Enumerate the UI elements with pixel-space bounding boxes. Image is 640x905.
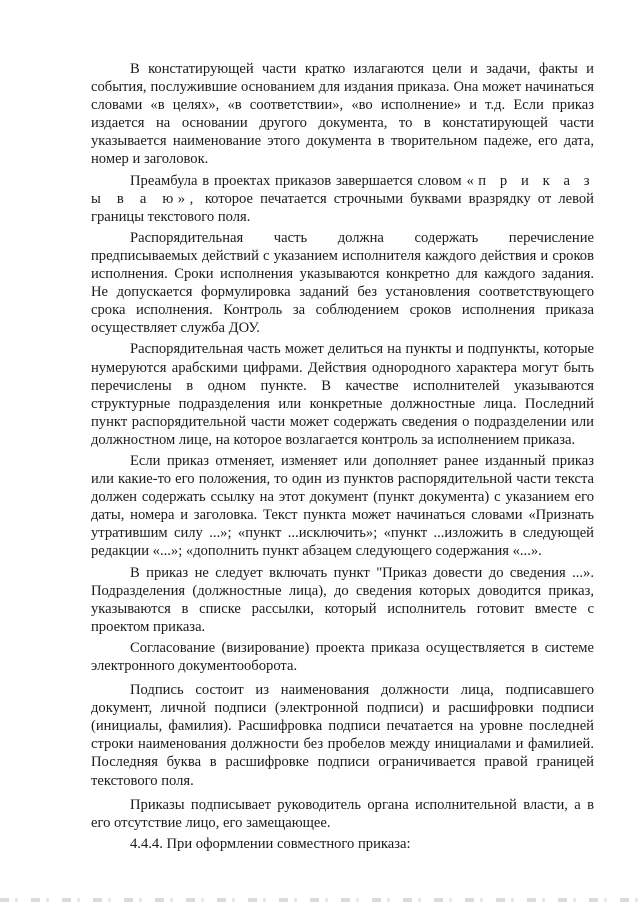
- preamble-spaced-word: «п р и к а з ы в а ю»,: [91, 172, 595, 207]
- paragraph-items: Распорядительная часть может делиться на пункты и подпункты, которые нумеруются арабскими цифрами. Действия однородного характера могут быть перечислены в одном пункте. В качестве исполнителей указываются структурные подразделения или конкретные должностные лица. Последний пункт распорядительной части может содержать сведения о подразделении или должностном лице, на которое возлагается контроль за исполнением приказа.: [91, 341, 594, 448]
- paragraph-section-4-4-4: 4.4.4. При оформлении совместного приказа:: [130, 835, 411, 852]
- paragraph-distribution: В приказ не следует включать пункт "Приказ довести до сведения ...». Подразделения (должностные лица), до сведения которых доводится приказ, указываются в списке рассылки, который исполнитель готовит вместе с проектом приказа.: [91, 564, 594, 635]
- document-text: [91, 60, 594, 853]
- paragraph-directive-part: Распорядительная часть должна содержать перечисление предписываемых действий с указанием исполнителя каждого действия и сроков исполнения. Сроки исполнения указываются конкретно для каждого задания. Не допускается формулировка заданий без установления соответствующего срока исполнения. Контроль за соблюдением сроков исполнения приказа осуществляет служба ДОУ.: [91, 229, 594, 337]
- paragraph-preamble: [91, 172, 594, 226]
- paragraph-amendments: Если приказ отменяет, изменяет или дополняет ранее изданный приказ или какие-то его положения, то один из пунктов распорядительной части текста должен содержать ссылку на этот документ (пункт документа) с указанием его даты, номера и заголовка. Текст пункта может начинаться словами «Признать утратившим силу ...»; «пункт ...исключить»; «пункт ...изложить в следующей редакции «...»; «дополнить пункт абзацем следующего содержания «...».: [91, 452, 594, 560]
- scan-edge-artifact: [0, 898, 640, 902]
- paragraph-ascertaining-part: В констатирующей части кратко излагаются цели и задачи, факты и события, послужившие основанием для издания приказа. Она может начинаться словами «в целях», «в соответствии», «во исполнение» и т.д. Если приказ издается на основании другого документа, то в констатирующей части указывается наименование этого документа в творительном падеже, его дата, номер и заголовок.: [91, 61, 594, 168]
- paragraph-signing: Приказы подписывает руководитель органа исполнительной власти, а в его отсутствие лицо, его замещающее.: [91, 796, 594, 831]
- preamble-text-before: Преамбула в проектах приказов завершается словом: [130, 172, 462, 189]
- paragraph-approval: Согласование (визирование) проекта приказа осуществляется в системе электронного документооборота.: [91, 639, 594, 674]
- paragraph-signature: Подпись состоит из наименования должности лица, подписавшего документ, личной подписи (электронной подписи) и расшифровки подписи (инициалы, фамилия). Расшифровка подписи печатается на уровне последней строки наименования должности без пробелов между инициалами и фамилией. Последняя буква в расшифровке подписи ограничивается правой границей текстового поля.: [91, 682, 594, 789]
- preamble-text-after: которое печатается строчными буквами вразрядку от левой границы текстового поля.: [91, 190, 594, 225]
